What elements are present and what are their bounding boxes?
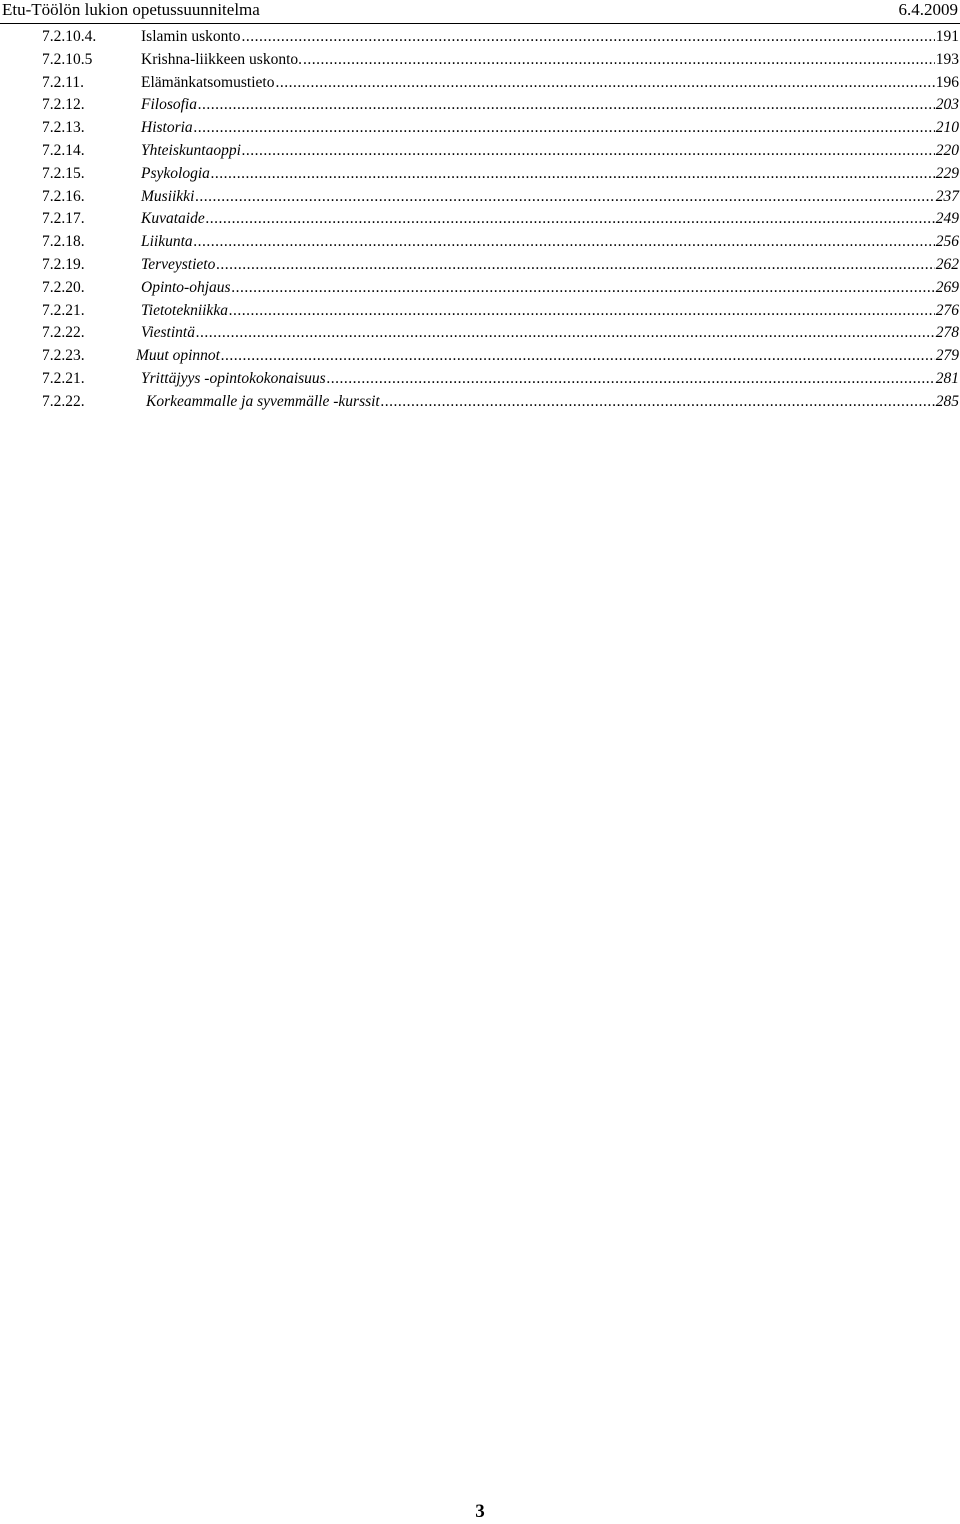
- toc-entry-label: Elämänkatsomustieto: [141, 72, 275, 95]
- toc-entry-label: Terveystieto: [141, 254, 216, 277]
- toc-entry-line: [141, 322, 959, 345]
- dot-leader: [327, 368, 935, 391]
- toc-entry[interactable]: [42, 186, 959, 209]
- toc-entry[interactable]: [42, 254, 959, 277]
- dot-leader: [194, 231, 935, 254]
- page-number: 3: [475, 1501, 485, 1522]
- dot-leader: [196, 322, 935, 345]
- toc-entry-number: 7.2.16.: [42, 187, 85, 205]
- toc-entry-label: Yrittäjyys -opintokokonaisuus: [141, 368, 327, 391]
- toc-entry-line: [141, 300, 959, 323]
- toc-entry-line: [141, 117, 959, 140]
- toc-entry-line: [141, 186, 959, 209]
- dot-leader: [194, 117, 935, 140]
- toc-entry[interactable]: [42, 345, 959, 368]
- toc-entry-label: Liikunta: [141, 231, 194, 254]
- toc-entry[interactable]: [42, 140, 959, 163]
- toc-entry-page: 229: [935, 164, 959, 182]
- toc-entry[interactable]: [42, 208, 959, 231]
- toc-entry-number: 7.2.13.: [42, 119, 85, 137]
- toc-entry[interactable]: [42, 322, 959, 345]
- toc-entry-line: [141, 26, 959, 49]
- toc-entry-line: [141, 231, 959, 254]
- toc-entry-number: 7.2.23.: [42, 347, 85, 365]
- toc-entry-number: 7.2.12.: [42, 96, 85, 114]
- toc-entry-number: 7.2.15.: [42, 164, 85, 182]
- toc-entry[interactable]: [42, 26, 959, 49]
- toc-entry-line: [141, 277, 959, 300]
- toc-entry[interactable]: [42, 72, 959, 95]
- dot-leader: [241, 26, 934, 49]
- toc-entry-page: 220: [935, 141, 959, 159]
- dot-leader: [211, 163, 935, 186]
- toc-entry[interactable]: [42, 277, 959, 300]
- toc-entry[interactable]: [42, 49, 959, 72]
- toc-entry-page: 281: [935, 369, 959, 387]
- toc-entry-number: 7.2.10.5: [42, 50, 93, 68]
- document-date: 6.4.2009: [898, 0, 958, 19]
- toc-entry-label: Krishna-liikkeen uskonto.: [141, 49, 303, 72]
- toc-entry[interactable]: [42, 391, 959, 414]
- toc-entry-label: Psykologia: [141, 163, 211, 186]
- dot-leader: [381, 391, 935, 414]
- toc-entry[interactable]: [42, 300, 959, 323]
- toc-entry-line: [141, 94, 959, 117]
- toc-entry-number: 7.2.18.: [42, 233, 85, 251]
- toc-entry[interactable]: [42, 163, 959, 186]
- toc-entry[interactable]: [42, 231, 959, 254]
- toc-entry-page: 262: [935, 255, 959, 273]
- toc-entry-label: Viestintä: [141, 322, 196, 345]
- toc-entry-number: 7.2.11.: [42, 73, 85, 91]
- toc-entry-line: [141, 49, 959, 72]
- toc-entry-page: 269: [935, 278, 959, 296]
- dot-leader: [198, 94, 935, 117]
- toc-entry-label: Musiikki: [141, 186, 195, 209]
- toc-entry-page: 203: [935, 96, 959, 114]
- toc-entry-page: 210: [935, 119, 959, 137]
- table-of-contents: [42, 26, 959, 414]
- toc-entry-page: 249: [935, 210, 959, 228]
- toc-entry-label: Islamin uskonto: [141, 26, 241, 49]
- toc-entry-page: 193: [935, 50, 959, 68]
- toc-entry-number: 7.2.21.: [42, 301, 85, 319]
- toc-entry-label: Yhteiskuntaoppi: [141, 140, 242, 163]
- toc-entry-line: [141, 208, 959, 231]
- toc-entry-number: 7.2.22.: [42, 392, 85, 410]
- dot-leader: [195, 186, 934, 209]
- dot-leader: [206, 208, 935, 231]
- toc-entry-label: Filosofia: [141, 94, 198, 117]
- toc-entry-page: 256: [935, 233, 959, 251]
- toc-entry-label: Korkeammalle ja syvemmälle -kurssit: [146, 391, 381, 414]
- page-header: [0, 0, 960, 24]
- toc-entry[interactable]: [42, 368, 959, 391]
- toc-entry-number: 7.2.19.: [42, 255, 85, 273]
- toc-entry-line: [146, 391, 959, 414]
- toc-entry-line: [141, 72, 959, 95]
- toc-entry-label: Tietotekniikka: [141, 300, 229, 323]
- toc-entry-page: 279: [935, 347, 959, 365]
- toc-entry-page: 191: [935, 28, 959, 45]
- toc-entry-page: 196: [935, 73, 959, 91]
- toc-entry-number: 7.2.10.4.: [42, 28, 97, 45]
- dot-leader: [221, 345, 935, 368]
- toc-entry-page: 237: [935, 187, 959, 205]
- document-title: Etu-Töölön lukion opetussuunnitelma: [2, 0, 260, 19]
- toc-entry-page: 285: [935, 392, 959, 410]
- toc-entry-label: Kuvataide: [141, 208, 206, 231]
- toc-entry-label: Opinto-ohjaus: [141, 277, 232, 300]
- toc-entry-number: 7.2.21.: [42, 369, 85, 387]
- dot-leader: [232, 277, 935, 300]
- dot-leader: [275, 72, 934, 95]
- dot-leader: [242, 140, 935, 163]
- toc-entry[interactable]: [42, 117, 959, 140]
- toc-entry-label: Historia: [141, 117, 194, 140]
- toc-entry-number: 7.2.14.: [42, 141, 85, 159]
- toc-entry-line: [141, 254, 959, 277]
- dot-leader: [229, 300, 935, 323]
- toc-entry-number: 7.2.22.: [42, 324, 85, 342]
- toc-entry-line: [141, 368, 959, 391]
- dot-leader: [216, 254, 934, 277]
- toc-entry-number: 7.2.20.: [42, 278, 85, 296]
- toc-entry-number: 7.2.17.: [42, 210, 85, 228]
- toc-entry-line: [141, 140, 959, 163]
- toc-entry-line: [141, 163, 959, 186]
- toc-entry-line: [136, 345, 959, 368]
- toc-entry-page: 278: [935, 324, 959, 342]
- toc-entry-page: 276: [935, 301, 959, 319]
- dot-leader: [303, 49, 935, 72]
- toc-entry-label: Muut opinnot: [136, 345, 221, 368]
- toc-entry[interactable]: [42, 94, 959, 117]
